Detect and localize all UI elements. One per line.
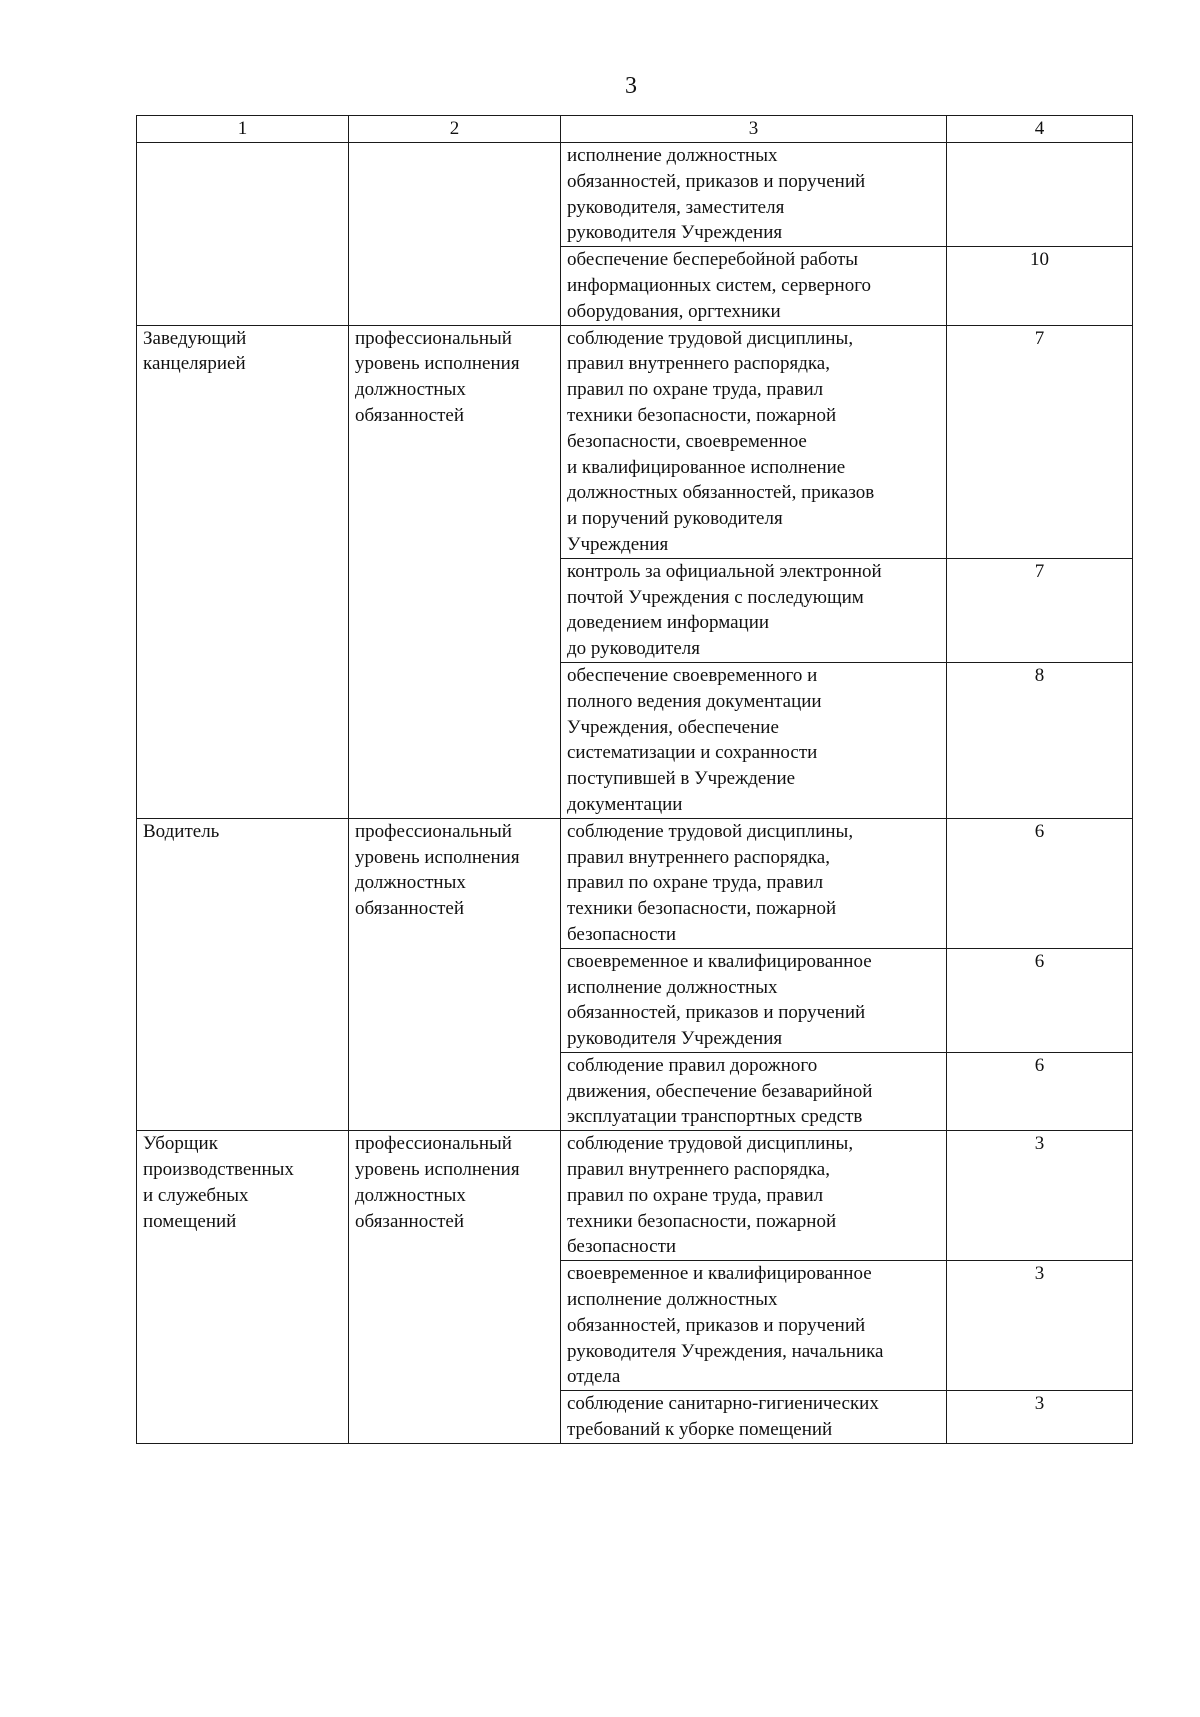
criterion-cell: обеспечение бесперебойной работы информационных систем, серверного оборудования, оргтехники <box>561 247 947 325</box>
score-cell: 7 <box>947 558 1133 662</box>
column-header-3: 3 <box>561 116 947 143</box>
table-row <box>137 143 1133 247</box>
position-cell <box>137 143 349 326</box>
page-number: 3 <box>625 73 637 99</box>
score-cell: 6 <box>947 1052 1133 1130</box>
position-cell: Уборщик производственных и служебных помещений <box>137 1131 349 1444</box>
criterion-cell: соблюдение санитарно-гигиенических требований к уборке помещений <box>561 1391 947 1444</box>
criterion-cell: соблюдение трудовой дисциплины, правил внутреннего распорядка, правил по охране труда, правил техники безопасности, пожарной безопасности <box>561 818 947 948</box>
criteria-table <box>136 115 1133 1444</box>
level-cell: профессиональный уровень исполнения должностных обязанностей <box>349 1131 561 1444</box>
score-cell: 7 <box>947 325 1133 558</box>
score-cell: 3 <box>947 1261 1133 1391</box>
column-header-1: 1 <box>137 116 349 143</box>
score-cell: 8 <box>947 662 1133 818</box>
criterion-cell: контроль за официальной электронной почтой Учреждения с последующим доведением информации до руководителя <box>561 558 947 662</box>
position-cell: Заведующий канцелярией <box>137 325 349 818</box>
criterion-cell: соблюдение правил дорожного движения, обеспечение безаварийной эксплуатации транспортных средств <box>561 1052 947 1130</box>
table-row <box>137 818 1133 948</box>
score-cell: 10 <box>947 247 1133 325</box>
score-cell: 3 <box>947 1131 1133 1261</box>
criterion-cell: исполнение должностных обязанностей, приказов и поручений руководителя, заместителя руководителя Учреждения <box>561 143 947 247</box>
level-cell <box>349 143 561 326</box>
score-cell <box>947 143 1133 247</box>
criterion-cell: соблюдение трудовой дисциплины, правил внутреннего распорядка, правил по охране труда, правил техники безопасности, пожарной безопасности <box>561 1131 947 1261</box>
level-cell: профессиональный уровень исполнения должностных обязанностей <box>349 818 561 1131</box>
criterion-cell: обеспечение своевременного и полного ведения документации Учреждения, обеспечение систематизации и сохранности поступившей в Учреждение документации <box>561 662 947 818</box>
score-cell: 3 <box>947 1391 1133 1444</box>
criterion-cell: своевременное и квалифицированное исполнение должностных обязанностей, приказов и поручений руководителя Учреждения, начальника отдела <box>561 1261 947 1391</box>
score-cell: 6 <box>947 818 1133 948</box>
level-cell: профессиональный уровень исполнения должностных обязанностей <box>349 325 561 818</box>
position-cell: Водитель <box>137 818 349 1131</box>
table-row <box>137 325 1133 558</box>
table-row <box>137 1131 1133 1261</box>
score-cell: 6 <box>947 948 1133 1052</box>
criterion-cell: соблюдение трудовой дисциплины, правил внутреннего распорядка, правил по охране труда, правил техники безопасности, пожарной безопасности, своевременное и квалифицированное исполнение должностных обязанностей, приказов и поручений руководителя Учреждения <box>561 325 947 558</box>
criterion-cell: своевременное и квалифицированное исполнение должностных обязанностей, приказов и поручений руководителя Учреждения <box>561 948 947 1052</box>
column-header-2: 2 <box>349 116 561 143</box>
table-header-row <box>137 116 1133 143</box>
column-header-4: 4 <box>947 116 1133 143</box>
